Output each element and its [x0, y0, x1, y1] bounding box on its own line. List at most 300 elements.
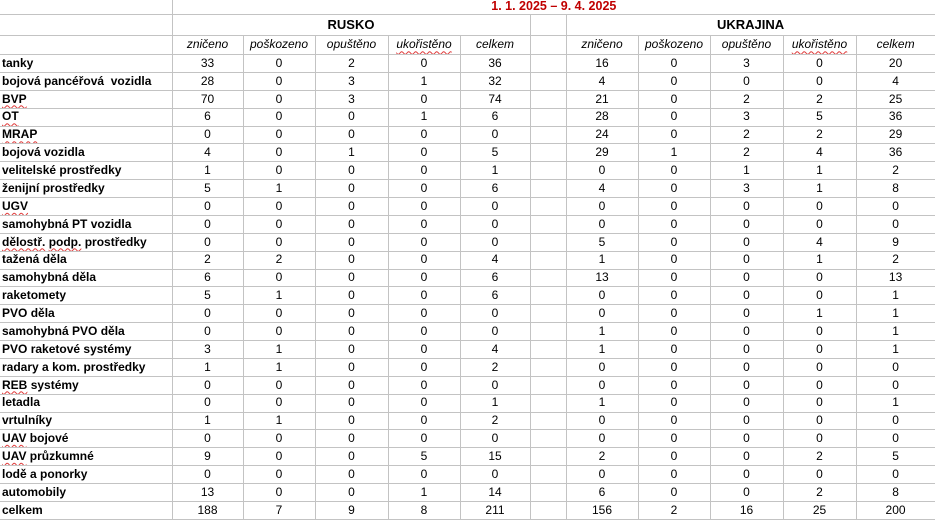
column-header-rusko-opusteno[interactable]: opuštěno	[315, 36, 388, 55]
rusko-value-cell[interactable]: 2	[315, 55, 388, 73]
rusko-value-cell[interactable]: 0	[243, 55, 315, 73]
rusko-value-cell[interactable]: 14	[460, 484, 530, 502]
ukrajina-value-cell[interactable]: 1	[783, 305, 856, 323]
ukrajina-value-cell[interactable]: 0	[638, 376, 710, 394]
rusko-value-cell[interactable]: 0	[315, 394, 388, 412]
ukrajina-value-cell[interactable]: 1	[566, 251, 638, 269]
ukrajina-value-cell[interactable]: 1	[638, 144, 710, 162]
ukrajina-value-cell[interactable]: 29	[856, 126, 935, 144]
ukrajina-value-cell[interactable]: 4	[783, 233, 856, 251]
rusko-value-cell[interactable]: 0	[315, 108, 388, 126]
spacer-cell[interactable]	[530, 162, 566, 180]
ukrajina-value-cell[interactable]: 2	[856, 162, 935, 180]
rusko-value-cell[interactable]: 32	[460, 72, 530, 90]
row-label[interactable]	[0, 126, 172, 144]
ukrajina-value-cell[interactable]: 1	[566, 341, 638, 359]
ukrajina-value-cell[interactable]: 0	[856, 430, 935, 448]
rusko-value-cell[interactable]: 15	[460, 448, 530, 466]
ukrajina-value-cell[interactable]: 0	[783, 198, 856, 216]
ukrajina-value-cell[interactable]: 0	[856, 376, 935, 394]
rusko-value-cell[interactable]: 0	[315, 323, 388, 341]
ukrajina-value-cell[interactable]: 28	[566, 108, 638, 126]
rusko-value-cell[interactable]: 0	[388, 180, 460, 198]
ukrajina-value-cell[interactable]: 0	[856, 466, 935, 484]
spacer-cell[interactable]	[530, 358, 566, 376]
rusko-value-cell[interactable]: 0	[243, 126, 315, 144]
ukrajina-value-cell[interactable]: 0	[856, 412, 935, 430]
rusko-value-cell[interactable]: 0	[388, 55, 460, 73]
ukrajina-value-cell[interactable]: 0	[638, 126, 710, 144]
row-label[interactable]: samohybná PVO děla	[0, 323, 172, 341]
ukrajina-value-cell[interactable]: 0	[566, 215, 638, 233]
ukrajina-value-cell[interactable]: 5	[566, 233, 638, 251]
ukrajina-value-cell[interactable]: 0	[710, 394, 783, 412]
rusko-value-cell[interactable]: 0	[243, 305, 315, 323]
rusko-value-cell[interactable]: 0	[315, 198, 388, 216]
ukrajina-value-cell[interactable]: 0	[783, 55, 856, 73]
ukrajina-value-cell[interactable]: 0	[710, 412, 783, 430]
row-label[interactable]	[0, 108, 172, 126]
rusko-value-cell[interactable]: 0	[388, 251, 460, 269]
ukrajina-value-cell[interactable]: 2	[710, 144, 783, 162]
row-label[interactable]	[0, 90, 172, 108]
rusko-value-cell[interactable]: 0	[388, 376, 460, 394]
rusko-value-cell[interactable]: 0	[172, 126, 243, 144]
ukrajina-value-cell[interactable]: 16	[566, 55, 638, 73]
rusko-value-cell[interactable]: 0	[315, 358, 388, 376]
rusko-value-cell[interactable]: 4	[172, 144, 243, 162]
spacer-cell[interactable]	[530, 144, 566, 162]
rusko-value-cell[interactable]: 0	[388, 126, 460, 144]
spacer-cell[interactable]	[530, 287, 566, 305]
rusko-value-cell[interactable]: 9	[315, 501, 388, 519]
spacer-cell[interactable]	[530, 251, 566, 269]
rusko-value-cell[interactable]: 0	[388, 90, 460, 108]
ukrajina-value-cell[interactable]: 13	[566, 269, 638, 287]
row-label[interactable]: bojová vozidla	[0, 144, 172, 162]
rusko-value-cell[interactable]: 0	[243, 448, 315, 466]
row-label[interactable]: PVO děla	[0, 305, 172, 323]
rusko-value-cell[interactable]: 0	[172, 466, 243, 484]
row-label[interactable]: radary a kom. prostředky	[0, 358, 172, 376]
rusko-value-cell[interactable]: 36	[460, 55, 530, 73]
rusko-value-cell[interactable]: 0	[315, 466, 388, 484]
ukrajina-value-cell[interactable]: 2	[638, 501, 710, 519]
ukrajina-value-cell[interactable]: 0	[710, 287, 783, 305]
rusko-value-cell[interactable]: 1	[388, 108, 460, 126]
rusko-value-cell[interactable]: 0	[315, 376, 388, 394]
rusko-value-cell[interactable]: 0	[243, 484, 315, 502]
spacer-cell[interactable]	[530, 341, 566, 359]
ukrajina-value-cell[interactable]: 0	[638, 55, 710, 73]
ukrajina-value-cell[interactable]: 2	[710, 90, 783, 108]
rusko-value-cell[interactable]: 3	[172, 341, 243, 359]
ukrajina-value-cell[interactable]: 24	[566, 126, 638, 144]
ukrajina-value-cell[interactable]: 2	[566, 448, 638, 466]
rusko-value-cell[interactable]: 0	[315, 215, 388, 233]
row-label[interactable]: tanky	[0, 55, 172, 73]
ukrajina-value-cell[interactable]: 1	[856, 305, 935, 323]
ukrajina-value-cell[interactable]: 6	[566, 484, 638, 502]
ukrajina-value-cell[interactable]: 0	[638, 72, 710, 90]
rusko-value-cell[interactable]: 0	[388, 394, 460, 412]
rusko-value-cell[interactable]: 2	[460, 412, 530, 430]
row-label[interactable]: letadla	[0, 394, 172, 412]
row-label[interactable]: ženijní prostředky	[0, 180, 172, 198]
row-label[interactable]: automobily	[0, 484, 172, 502]
rusko-value-cell[interactable]: 0	[388, 198, 460, 216]
spacer-cell[interactable]	[530, 305, 566, 323]
spacer-cell[interactable]	[530, 323, 566, 341]
rusko-value-cell[interactable]: 6	[172, 269, 243, 287]
spacer-cell[interactable]	[530, 126, 566, 144]
rusko-value-cell[interactable]: 0	[388, 430, 460, 448]
rusko-value-cell[interactable]: 6	[460, 108, 530, 126]
row-label[interactable]: velitelské prostředky	[0, 162, 172, 180]
rusko-value-cell[interactable]: 1	[243, 341, 315, 359]
rusko-value-cell[interactable]: 0	[388, 269, 460, 287]
spacer-cell[interactable]	[530, 394, 566, 412]
ukrajina-value-cell[interactable]: 29	[566, 144, 638, 162]
row-label[interactable]: dělostř. podp. prostředky	[0, 233, 172, 251]
ukrajina-value-cell[interactable]: 0	[856, 358, 935, 376]
rusko-value-cell[interactable]: 0	[388, 144, 460, 162]
rusko-value-cell[interactable]: 0	[460, 198, 530, 216]
column-header-rusko-zniceno[interactable]: zničeno	[172, 36, 243, 55]
ukrajina-value-cell[interactable]: 0	[710, 305, 783, 323]
ukrajina-value-cell[interactable]: 3	[710, 108, 783, 126]
ukrajina-value-cell[interactable]: 4	[566, 180, 638, 198]
rusko-value-cell[interactable]: 0	[243, 430, 315, 448]
ukrajina-value-cell[interactable]: 1	[783, 251, 856, 269]
rusko-value-cell[interactable]: 7	[243, 501, 315, 519]
ukrajina-value-cell[interactable]: 0	[710, 215, 783, 233]
rusko-value-cell[interactable]: 5	[172, 287, 243, 305]
rusko-value-cell[interactable]: 0	[315, 287, 388, 305]
rusko-value-cell[interactable]: 0	[460, 376, 530, 394]
ukrajina-value-cell[interactable]: 0	[638, 180, 710, 198]
column-header-ukrajina-poskozeno[interactable]: poškozeno	[638, 36, 710, 55]
rusko-value-cell[interactable]: 0	[315, 233, 388, 251]
rusko-value-cell[interactable]: 0	[243, 72, 315, 90]
ukrajina-value-cell[interactable]: 1	[783, 180, 856, 198]
ukrajina-value-cell[interactable]: 0	[566, 376, 638, 394]
row-label[interactable]: tažená děla	[0, 251, 172, 269]
ukrajina-value-cell[interactable]: 0	[783, 269, 856, 287]
rusko-value-cell[interactable]: 0	[388, 305, 460, 323]
ukrajina-value-cell[interactable]: 1	[856, 341, 935, 359]
spacer-cell[interactable]	[530, 484, 566, 502]
ukrajina-value-cell[interactable]: 0	[783, 466, 856, 484]
row-label[interactable]: UAV průzkumné	[0, 448, 172, 466]
spacer-cell[interactable]	[530, 72, 566, 90]
rusko-value-cell[interactable]: 1	[172, 162, 243, 180]
ukrajina-value-cell[interactable]: 4	[783, 144, 856, 162]
row-label[interactable]: PVO raketové systémy	[0, 341, 172, 359]
ukrajina-value-cell[interactable]: 0	[783, 430, 856, 448]
ukrajina-value-cell[interactable]: 16	[710, 501, 783, 519]
ukrajina-value-cell[interactable]: 25	[783, 501, 856, 519]
rusko-value-cell[interactable]: 70	[172, 90, 243, 108]
rusko-value-cell[interactable]: 0	[243, 376, 315, 394]
corner-cell[interactable]	[0, 36, 172, 55]
rusko-value-cell[interactable]: 0	[172, 305, 243, 323]
rusko-value-cell[interactable]: 211	[460, 501, 530, 519]
row-label[interactable]: samohybná PT vozidla	[0, 215, 172, 233]
ukrajina-value-cell[interactable]: 0	[638, 305, 710, 323]
rusko-value-cell[interactable]: 0	[243, 108, 315, 126]
column-header-rusko-ukoristeno[interactable]	[388, 36, 460, 55]
ukrajina-value-cell[interactable]: 0	[710, 430, 783, 448]
spacer-cell[interactable]	[530, 412, 566, 430]
ukrajina-value-cell[interactable]: 2	[783, 90, 856, 108]
rusko-value-cell[interactable]: 0	[243, 162, 315, 180]
rusko-value-cell[interactable]: 0	[315, 484, 388, 502]
ukrajina-value-cell[interactable]: 0	[638, 466, 710, 484]
section-header-rusko[interactable]: RUSKO	[172, 15, 530, 36]
ukrajina-value-cell[interactable]: 0	[566, 162, 638, 180]
rusko-value-cell[interactable]: 0	[172, 394, 243, 412]
ukrajina-value-cell[interactable]: 0	[710, 269, 783, 287]
rusko-value-cell[interactable]: 28	[172, 72, 243, 90]
spacer-cell[interactable]	[530, 269, 566, 287]
ukrajina-value-cell[interactable]: 0	[710, 198, 783, 216]
ukrajina-value-cell[interactable]: 0	[638, 251, 710, 269]
ukrajina-value-cell[interactable]: 0	[710, 341, 783, 359]
rusko-value-cell[interactable]: 2	[172, 251, 243, 269]
rusko-value-cell[interactable]: 0	[460, 323, 530, 341]
row-label[interactable]: vrtulníky	[0, 412, 172, 430]
rusko-value-cell[interactable]: 0	[243, 269, 315, 287]
ukrajina-value-cell[interactable]: 0	[566, 412, 638, 430]
rusko-value-cell[interactable]: 0	[315, 448, 388, 466]
rusko-value-cell[interactable]: 0	[243, 215, 315, 233]
rusko-value-cell[interactable]: 1	[243, 180, 315, 198]
ukrajina-value-cell[interactable]: 4	[566, 72, 638, 90]
ukrajina-value-cell[interactable]: 0	[638, 430, 710, 448]
rusko-value-cell[interactable]: 5	[388, 448, 460, 466]
ukrajina-value-cell[interactable]: 0	[710, 72, 783, 90]
rusko-value-cell[interactable]: 33	[172, 55, 243, 73]
ukrajina-value-cell[interactable]: 0	[783, 287, 856, 305]
ukrajina-value-cell[interactable]: 25	[856, 90, 935, 108]
ukrajina-value-cell[interactable]: 2	[783, 126, 856, 144]
ukrajina-value-cell[interactable]: 0	[638, 108, 710, 126]
rusko-value-cell[interactable]: 0	[243, 90, 315, 108]
rusko-value-cell[interactable]: 3	[315, 90, 388, 108]
ukrajina-value-cell[interactable]: 0	[783, 412, 856, 430]
ukrajina-value-cell[interactable]: 0	[710, 323, 783, 341]
ukrajina-value-cell[interactable]: 36	[856, 144, 935, 162]
rusko-value-cell[interactable]: 0	[388, 412, 460, 430]
rusko-value-cell[interactable]: 5	[460, 144, 530, 162]
column-header-rusko-celkem[interactable]: celkem	[460, 36, 530, 55]
spacer-cell[interactable]	[530, 233, 566, 251]
ukrajina-value-cell[interactable]: 0	[856, 198, 935, 216]
spacer-cell[interactable]	[530, 501, 566, 519]
ukrajina-value-cell[interactable]: 1	[856, 323, 935, 341]
ukrajina-value-cell[interactable]: 8	[856, 180, 935, 198]
column-header-rusko-poskozeno[interactable]: poškozeno	[243, 36, 315, 55]
rusko-value-cell[interactable]: 0	[460, 126, 530, 144]
ukrajina-value-cell[interactable]: 0	[638, 162, 710, 180]
spacer-cell[interactable]	[530, 180, 566, 198]
ukrajina-value-cell[interactable]: 0	[638, 198, 710, 216]
ukrajina-value-cell[interactable]: 13	[856, 269, 935, 287]
rusko-value-cell[interactable]: 0	[388, 466, 460, 484]
ukrajina-value-cell[interactable]: 36	[856, 108, 935, 126]
rusko-value-cell[interactable]: 1	[172, 358, 243, 376]
ukrajina-value-cell[interactable]: 8	[856, 484, 935, 502]
ukrajina-value-cell[interactable]: 21	[566, 90, 638, 108]
rusko-value-cell[interactable]: 1	[388, 72, 460, 90]
ukrajina-value-cell[interactable]: 1	[566, 394, 638, 412]
rusko-value-cell[interactable]: 13	[172, 484, 243, 502]
ukrajina-value-cell[interactable]: 0	[783, 376, 856, 394]
rusko-value-cell[interactable]: 0	[388, 341, 460, 359]
rusko-value-cell[interactable]: 0	[243, 198, 315, 216]
column-header-ukrajina-zniceno[interactable]: zničeno	[566, 36, 638, 55]
ukrajina-value-cell[interactable]: 0	[856, 215, 935, 233]
ukrajina-value-cell[interactable]: 0	[566, 430, 638, 448]
rusko-value-cell[interactable]: 1	[172, 412, 243, 430]
rusko-value-cell[interactable]: 1	[460, 394, 530, 412]
ukrajina-value-cell[interactable]: 1	[566, 323, 638, 341]
ukrajina-value-cell[interactable]: 4	[856, 72, 935, 90]
section-header-ukrajina[interactable]: UKRAJINA	[566, 15, 935, 36]
column-header-ukrajina-opusteno[interactable]: opuštěno	[710, 36, 783, 55]
spacer-cell[interactable]	[530, 215, 566, 233]
rusko-value-cell[interactable]: 0	[315, 269, 388, 287]
ukrajina-value-cell[interactable]: 0	[783, 358, 856, 376]
ukrajina-value-cell[interactable]: 0	[638, 341, 710, 359]
spacer-cell[interactable]	[530, 448, 566, 466]
ukrajina-value-cell[interactable]: 0	[783, 72, 856, 90]
ukrajina-value-cell[interactable]: 0	[710, 358, 783, 376]
rusko-value-cell[interactable]: 0	[315, 126, 388, 144]
ukrajina-value-cell[interactable]: 156	[566, 501, 638, 519]
ukrajina-value-cell[interactable]: 0	[783, 323, 856, 341]
rusko-value-cell[interactable]: 0	[172, 198, 243, 216]
rusko-value-cell[interactable]: 0	[460, 466, 530, 484]
rusko-value-cell[interactable]: 0	[172, 376, 243, 394]
rusko-value-cell[interactable]: 0	[243, 394, 315, 412]
ukrajina-value-cell[interactable]: 0	[566, 198, 638, 216]
corner-cell[interactable]	[0, 15, 172, 36]
ukrajina-value-cell[interactable]: 1	[856, 287, 935, 305]
ukrajina-value-cell[interactable]: 0	[710, 376, 783, 394]
ukrajina-value-cell[interactable]: 0	[566, 466, 638, 484]
column-header-ukrajina-ukoristeno[interactable]	[783, 36, 856, 55]
ukrajina-value-cell[interactable]: 0	[638, 233, 710, 251]
rusko-value-cell[interactable]: 6	[460, 269, 530, 287]
rusko-value-cell[interactable]: 0	[172, 233, 243, 251]
row-label[interactable]: UAV bojové	[0, 430, 172, 448]
row-label[interactable]: bojová pancéřová vozidla	[0, 72, 172, 90]
ukrajina-value-cell[interactable]: 0	[638, 412, 710, 430]
rusko-value-cell[interactable]: 3	[315, 72, 388, 90]
rusko-value-cell[interactable]: 0	[388, 323, 460, 341]
rusko-value-cell[interactable]: 0	[243, 323, 315, 341]
spacer-cell[interactable]	[530, 198, 566, 216]
ukrajina-value-cell[interactable]: 5	[856, 448, 935, 466]
ukrajina-value-cell[interactable]: 3	[710, 55, 783, 73]
ukrajina-value-cell[interactable]: 3	[710, 180, 783, 198]
rusko-value-cell[interactable]: 0	[315, 430, 388, 448]
ukrajina-value-cell[interactable]: 0	[638, 269, 710, 287]
rusko-value-cell[interactable]: 4	[460, 341, 530, 359]
rusko-value-cell[interactable]: 188	[172, 501, 243, 519]
spacer-cell[interactable]	[530, 466, 566, 484]
rusko-value-cell[interactable]: 0	[388, 358, 460, 376]
rusko-value-cell[interactable]: 5	[172, 180, 243, 198]
rusko-value-cell[interactable]: 6	[460, 180, 530, 198]
rusko-value-cell[interactable]: 0	[388, 287, 460, 305]
rusko-value-cell[interactable]: 0	[388, 215, 460, 233]
spacer-cell[interactable]	[530, 90, 566, 108]
rusko-value-cell[interactable]: 0	[315, 412, 388, 430]
ukrajina-value-cell[interactable]: 1	[783, 162, 856, 180]
ukrajina-value-cell[interactable]: 1	[856, 394, 935, 412]
ukrajina-value-cell[interactable]: 0	[638, 90, 710, 108]
rusko-value-cell[interactable]: 1	[315, 144, 388, 162]
rusko-value-cell[interactable]: 1	[388, 484, 460, 502]
rusko-value-cell[interactable]: 9	[172, 448, 243, 466]
spacer-cell[interactable]	[530, 15, 566, 36]
ukrajina-value-cell[interactable]: 2	[783, 448, 856, 466]
spacer-cell[interactable]	[530, 376, 566, 394]
date-range-title[interactable]: 1. 1. 2025 – 9. 4. 2025	[172, 0, 935, 15]
ukrajina-value-cell[interactable]: 0	[710, 233, 783, 251]
rusko-value-cell[interactable]: 0	[172, 430, 243, 448]
ukrajina-value-cell[interactable]: 0	[566, 305, 638, 323]
spacer-cell[interactable]	[530, 55, 566, 73]
rusko-value-cell[interactable]: 6	[460, 287, 530, 305]
ukrajina-value-cell[interactable]: 20	[856, 55, 935, 73]
spacer-cell[interactable]	[530, 36, 566, 55]
spacer-cell[interactable]	[530, 430, 566, 448]
rusko-value-cell[interactable]: 0	[315, 162, 388, 180]
row-label[interactable]: raketomety	[0, 287, 172, 305]
ukrajina-value-cell[interactable]: 2	[710, 126, 783, 144]
rusko-value-cell[interactable]: 0	[388, 162, 460, 180]
row-label[interactable]: samohybná děla	[0, 269, 172, 287]
rusko-value-cell[interactable]: 4	[460, 251, 530, 269]
ukrajina-value-cell[interactable]: 0	[710, 448, 783, 466]
ukrajina-value-cell[interactable]: 5	[783, 108, 856, 126]
rusko-value-cell[interactable]: 0	[388, 233, 460, 251]
rusko-value-cell[interactable]: 6	[172, 108, 243, 126]
ukrajina-value-cell[interactable]: 0	[638, 215, 710, 233]
ukrajina-value-cell[interactable]: 0	[638, 448, 710, 466]
rusko-value-cell[interactable]: 0	[243, 233, 315, 251]
corner-cell[interactable]	[0, 0, 172, 15]
rusko-value-cell[interactable]: 2	[460, 358, 530, 376]
rusko-value-cell[interactable]: 0	[315, 180, 388, 198]
ukrajina-value-cell[interactable]: 0	[710, 484, 783, 502]
ukrajina-value-cell[interactable]: 0	[638, 484, 710, 502]
ukrajina-value-cell[interactable]: 0	[783, 394, 856, 412]
rusko-value-cell[interactable]: 0	[460, 305, 530, 323]
ukrajina-value-cell[interactable]: 0	[710, 251, 783, 269]
rusko-value-cell[interactable]: 0	[315, 251, 388, 269]
rusko-value-cell[interactable]: 1	[243, 412, 315, 430]
ukrajina-value-cell[interactable]: 0	[710, 466, 783, 484]
ukrajina-value-cell[interactable]: 9	[856, 233, 935, 251]
rusko-value-cell[interactable]: 0	[243, 144, 315, 162]
ukrajina-value-cell[interactable]: 0	[638, 394, 710, 412]
ukrajina-value-cell[interactable]: 2	[783, 484, 856, 502]
